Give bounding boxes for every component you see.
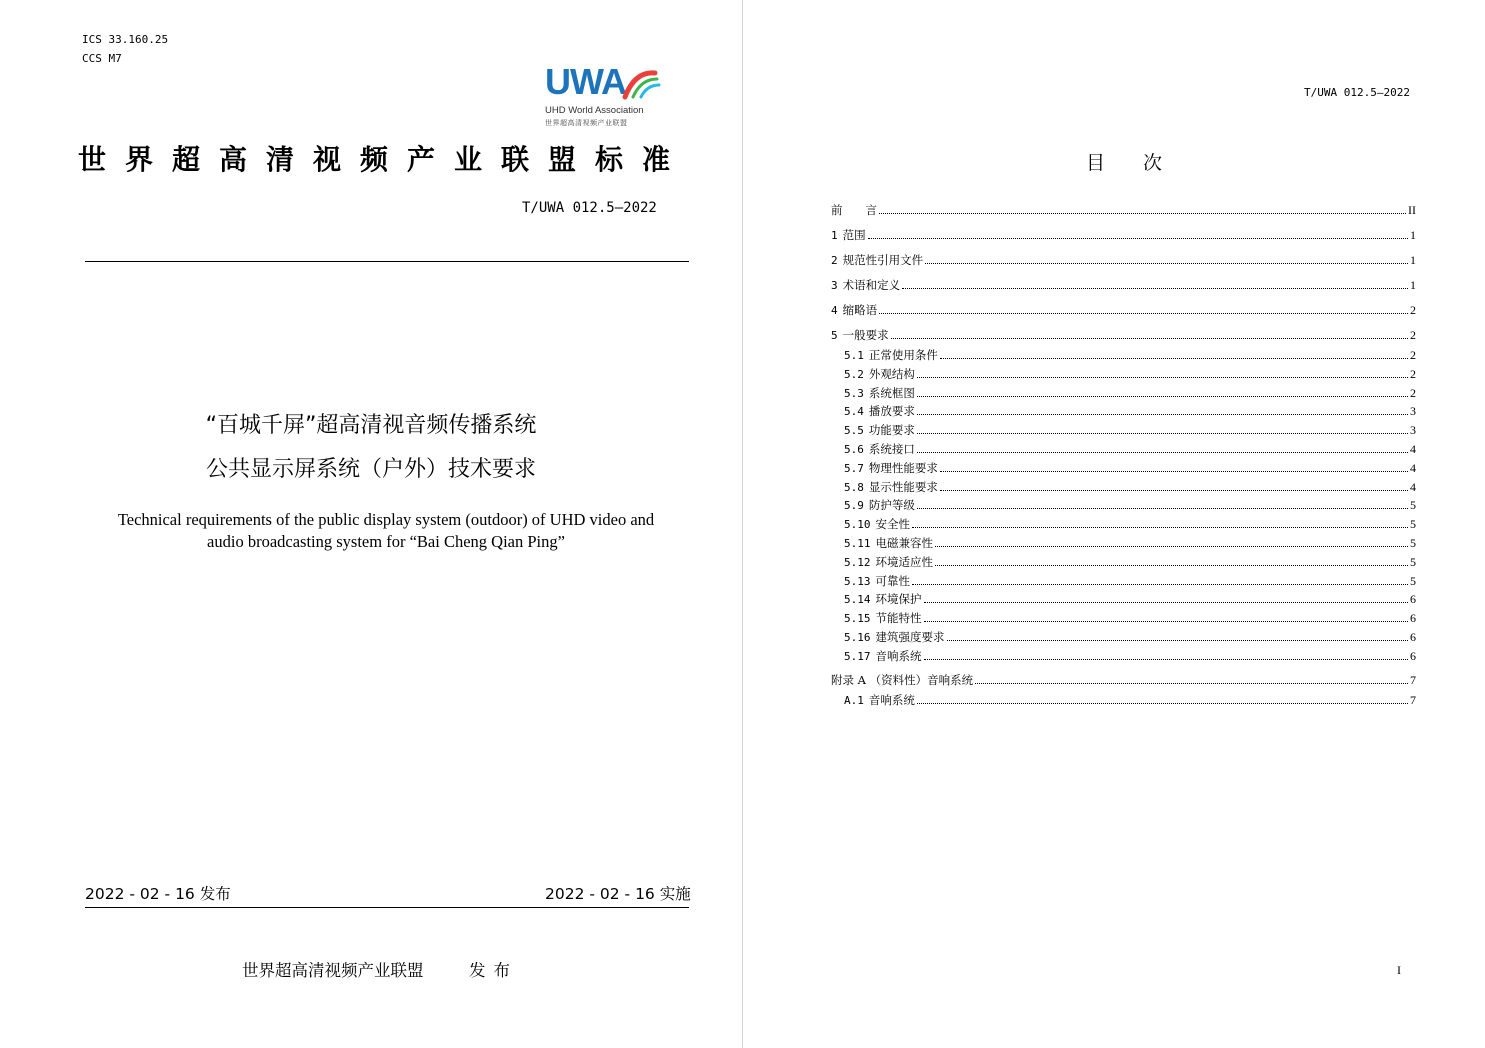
toc-entry-number: 5.13 (844, 575, 871, 588)
toc-leader-dots (917, 395, 1408, 397)
standard-number: T/UWA 012.5—2022 (522, 200, 657, 216)
toc-entry[interactable] (844, 517, 1416, 532)
toc-entry-number: 4 (831, 304, 838, 317)
title-cn-line2: 公共显示屏系统（户外）技术要求 (205, 457, 536, 482)
org-standard-title: 世界超高清视频产业联盟标准 (78, 143, 690, 176)
toc-entry-page: 5 (1410, 574, 1416, 588)
title-en-line1: Technical requirements of the public display system (outdoor) of UHD video and (117, 510, 655, 529)
uwa-logo (545, 61, 675, 129)
ics-code: ICS 33.160.25 (82, 33, 169, 46)
toc-entry[interactable] (844, 348, 1416, 363)
toc-entry[interactable] (844, 404, 1416, 419)
toc-entry-label: 电磁兼容性 (875, 536, 933, 550)
toc-entry-label: 节能特性 (875, 611, 922, 625)
toc-entry-label: 范围 (842, 228, 866, 242)
toc-entry-number: A.1 (844, 694, 864, 707)
toc-entry-page: 6 (1410, 611, 1416, 625)
toc-entry-label: 显示性能要求 (868, 480, 938, 494)
toc-entry[interactable] (844, 592, 1416, 607)
toc-entry[interactable] (844, 442, 1416, 457)
toc-leader-dots (940, 357, 1408, 359)
toc-entry-label: 可靠性 (875, 574, 910, 588)
toc-entry[interactable] (831, 673, 1416, 687)
toc-entry-number: 5.16 (844, 631, 871, 644)
toc-leader-dots (940, 489, 1408, 491)
toc-entry-label: 正常使用条件 (868, 348, 938, 362)
toc-entry-label: 环境适应性 (875, 555, 933, 569)
toc-entry-label: 附录 A （资料性）音响系统 (831, 673, 974, 687)
toc-entry-page: 3 (1410, 404, 1416, 418)
toc-entry-label: 前 言 (831, 203, 877, 217)
toc-leader-dots (924, 658, 1409, 660)
toc-entry[interactable] (844, 498, 1416, 513)
logo-subtitle-cn: 世界超高清视频产业联盟 (545, 119, 628, 127)
toc-leader-dots (902, 287, 1408, 289)
toc-entry-page: 6 (1410, 592, 1416, 606)
toc-entry-number: 3 (831, 279, 838, 292)
toc-entry-page: 1 (1410, 228, 1416, 242)
toc-entry-page: 3 (1410, 423, 1416, 437)
toc-entry[interactable] (844, 386, 1416, 401)
toc-entry-page: 6 (1410, 649, 1416, 663)
toc-leader-dots (912, 526, 1408, 528)
toc-entry-number: 5.6 (844, 443, 864, 456)
toc-leader-dots (917, 451, 1408, 453)
toc-entry[interactable] (831, 228, 1416, 243)
toc-leader-dots (935, 564, 1408, 566)
toc-entry[interactable] (831, 203, 1416, 217)
toc-entry[interactable] (844, 480, 1416, 495)
title-cn-line1: “百城千屏”超高清视音频传播系统 (205, 413, 537, 438)
toc-entry-label: 外观结构 (868, 367, 915, 381)
toc-entry-page: 2 (1410, 386, 1416, 400)
toc-entry[interactable] (831, 278, 1416, 293)
toc-entry-label: 物理性能要求 (868, 461, 938, 475)
toc-entry-label: 音响系统 (868, 693, 915, 707)
toc-entry-page: 7 (1410, 673, 1416, 687)
toc-entry-number: 5.7 (844, 462, 864, 475)
toc-entry-page: 2 (1410, 367, 1416, 381)
toc-leader-dots (879, 212, 1406, 214)
toc-entry-number: 5 (831, 329, 838, 342)
toc-leader-dots (924, 620, 1409, 622)
toc-leader-dots (925, 262, 1408, 264)
toc-entry-page: 2 (1410, 328, 1416, 342)
bottom-rule (85, 907, 689, 908)
toc-entry-label: 系统框图 (868, 386, 915, 400)
toc-entry-label: 防护等级 (868, 498, 915, 512)
toc-entry-number: 5.3 (844, 387, 864, 400)
toc-entry[interactable] (844, 423, 1416, 438)
toc-leader-dots (975, 682, 1408, 684)
toc-entry-page: 2 (1410, 303, 1416, 317)
cover-page (0, 0, 742, 1048)
toc-entry[interactable] (831, 303, 1416, 318)
toc-heading: 目次 (1086, 152, 1201, 174)
toc-entry-number: 1 (831, 229, 838, 242)
toc-entry-number: 5.8 (844, 481, 864, 494)
toc-leader-dots (917, 702, 1408, 704)
toc-entry-page: 4 (1410, 442, 1416, 456)
toc-leader-dots (917, 376, 1408, 378)
toc-leader-dots (924, 601, 1409, 603)
toc-leader-dots (947, 639, 1409, 641)
toc-leader-dots (935, 545, 1408, 547)
toc-entry-label: 规范性引用文件 (842, 253, 924, 267)
toc-entry[interactable] (844, 367, 1416, 382)
toc-entry-label: 系统接口 (868, 442, 915, 456)
toc-entry-page: 1 (1410, 253, 1416, 267)
page-number: I (1397, 963, 1401, 977)
toc-entry-number: 5.17 (844, 650, 871, 663)
toc-entry-number: 5.11 (844, 537, 871, 550)
logo-text: UWA (545, 61, 626, 102)
toc-entry-page: 5 (1410, 498, 1416, 512)
toc-entry-page: 4 (1410, 480, 1416, 494)
publisher-action: 发布 (469, 961, 518, 980)
toc-leader-dots (879, 312, 1408, 314)
toc-entry-number: 5.10 (844, 518, 871, 531)
issue-date: 2022 - 02 - 16 发布 (85, 885, 231, 903)
toc-standard-number: T/UWA 012.5—2022 (1304, 86, 1410, 99)
toc-entry-label: 术语和定义 (842, 278, 901, 292)
toc-entry-page: 5 (1410, 536, 1416, 550)
toc-entry-label: 功能要求 (868, 423, 915, 437)
toc-entry-label: 安全性 (875, 517, 910, 531)
toc-entry[interactable] (831, 253, 1416, 268)
toc-entry[interactable] (844, 574, 1416, 589)
toc-entry-page: 4 (1410, 461, 1416, 475)
toc-entry-number: 5.4 (844, 405, 864, 418)
toc-entry[interactable] (844, 630, 1416, 645)
title-en-line2: audio broadcasting system for “Bai Cheng Qian Ping” (207, 532, 565, 551)
toc-entry-number: 5.15 (844, 612, 871, 625)
implementation-date: 2022 - 02 - 16 实施 (545, 885, 691, 903)
toc-entry-number: 5.9 (844, 499, 864, 512)
toc-leader-dots (917, 507, 1408, 509)
toc-leader-dots (868, 237, 1408, 239)
toc-entry-number: 5.14 (844, 593, 871, 606)
toc-entry[interactable] (844, 536, 1416, 551)
toc-entry-label: 一般要求 (842, 328, 889, 342)
toc-leader-dots (940, 470, 1408, 472)
toc-entry-label: 播放要求 (868, 404, 915, 418)
toc-entry-page: 7 (1410, 693, 1416, 707)
toc-entry[interactable] (844, 611, 1416, 626)
toc-entry-page: 5 (1410, 555, 1416, 569)
ccs-code: CCS M7 (82, 52, 122, 65)
toc-leader-dots (917, 413, 1408, 415)
toc-entry-page: 5 (1410, 517, 1416, 531)
toc-entry-number: 5.1 (844, 349, 864, 362)
toc-entry-label: 缩略语 (842, 303, 878, 317)
toc-leader-dots (917, 432, 1408, 434)
toc-entry[interactable] (844, 555, 1416, 570)
logo-subtitle-en: UHD World Association (545, 105, 644, 116)
toc-entry-label: 音响系统 (875, 649, 922, 663)
toc-entry[interactable] (844, 649, 1416, 664)
publisher-name: 世界超高清视频产业联盟 (242, 961, 424, 980)
toc-page (743, 0, 1485, 1048)
toc-entry[interactable] (844, 693, 1416, 708)
logo-swoosh-icon (621, 67, 661, 101)
toc-leader-dots (891, 337, 1408, 339)
toc-entry-number: 2 (831, 254, 838, 267)
toc-entry-label: 建筑强度要求 (875, 630, 945, 644)
toc-entry-label: 环境保护 (875, 592, 922, 606)
toc-entry-page: 1 (1410, 278, 1416, 292)
toc-entry-number: 5.5 (844, 424, 864, 437)
toc-entry-page: 6 (1410, 630, 1416, 644)
toc-entry-number: 5.2 (844, 368, 864, 381)
toc-entry[interactable] (831, 328, 1416, 343)
toc-leader-dots (912, 583, 1408, 585)
top-rule (85, 261, 689, 262)
toc-entry[interactable] (844, 461, 1416, 476)
toc-entry-page: II (1408, 203, 1416, 217)
toc-entry-page: 2 (1410, 348, 1416, 362)
toc-entry-number: 5.12 (844, 556, 871, 569)
